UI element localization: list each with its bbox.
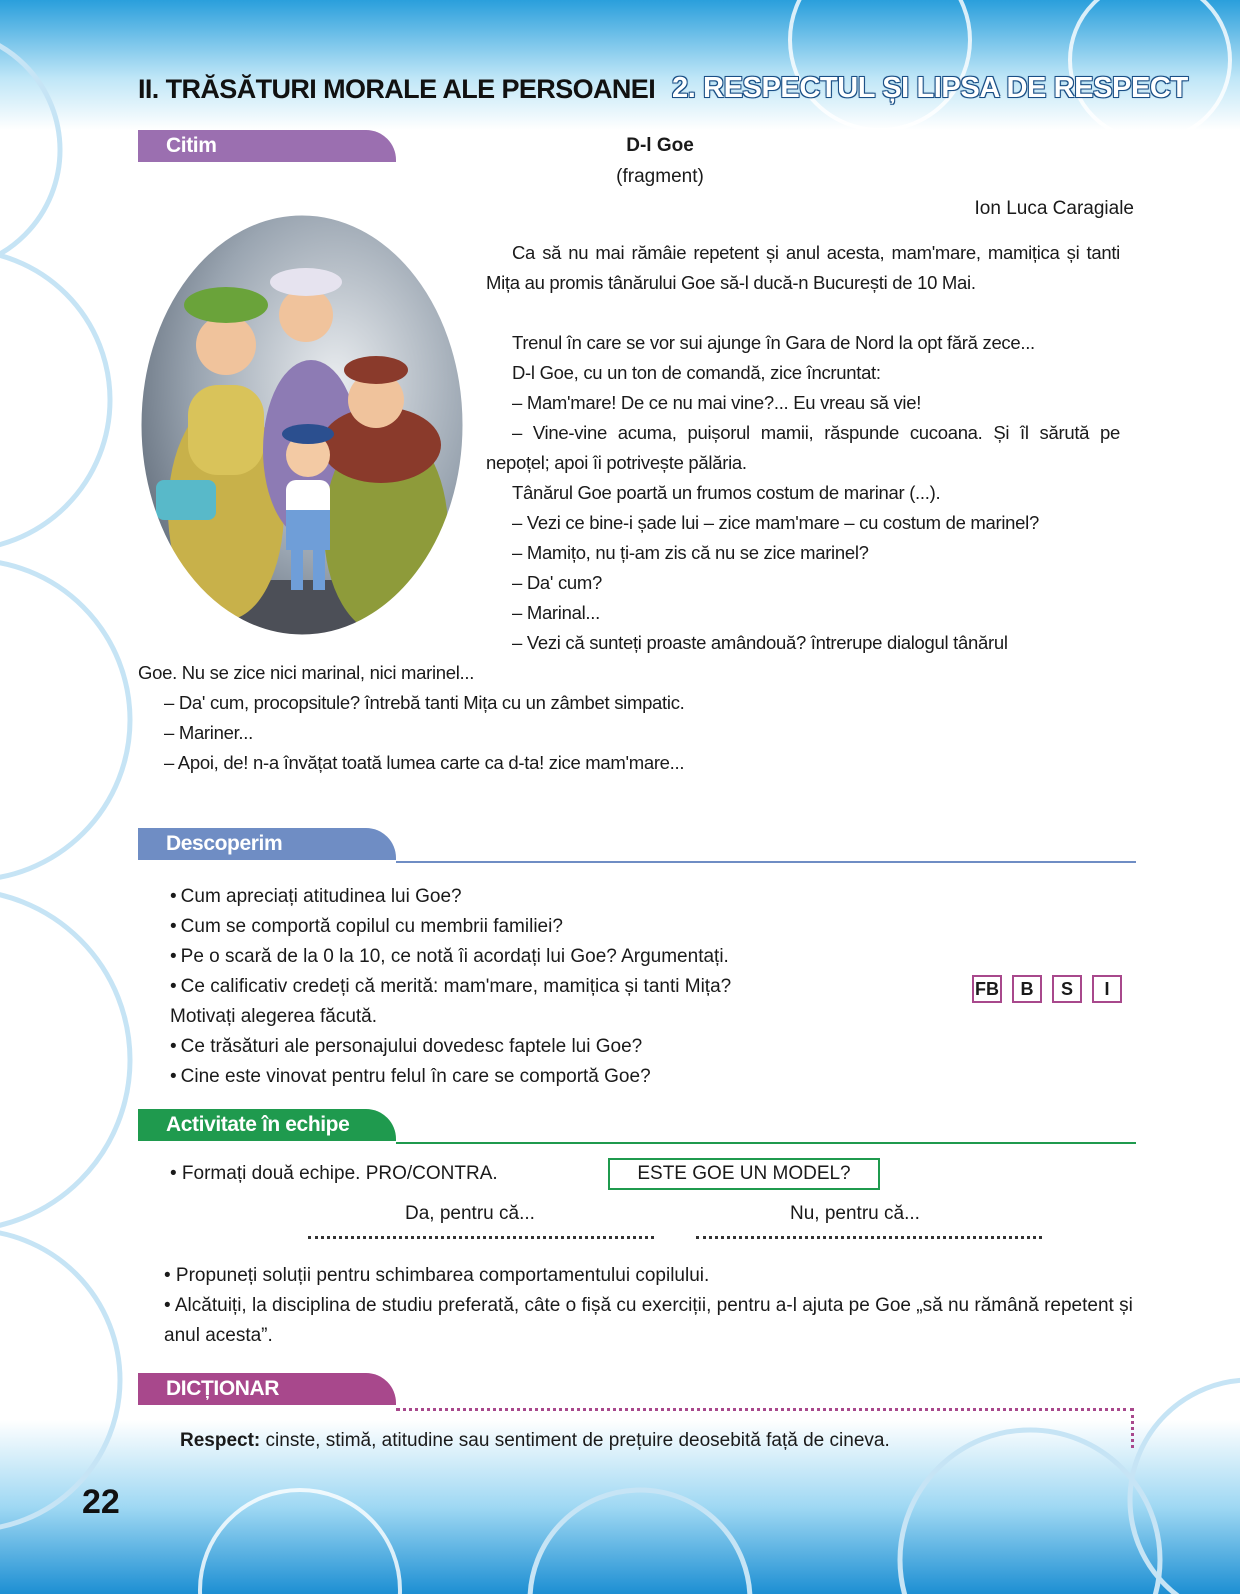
dictionary-entry: [180, 1426, 890, 1456]
section-rule: [396, 861, 1136, 863]
grade-box-s[interactable]: S: [1052, 975, 1082, 1003]
pro-label: Da, pentru că...: [405, 1203, 535, 1224]
story-line: – Vezi ce bine-i șade lui – zice mam'mare – cu costum de marinel?: [512, 512, 1039, 533]
section-rule: [396, 1142, 1136, 1144]
dictionary-definition: cinste, stimă, atitudine sau sentiment de prețuire deosebită față de cineva.: [260, 1430, 890, 1451]
question-item: • Cum se comportă copilul cu membrii familiei?: [170, 916, 563, 937]
pro-answer-line[interactable]: [308, 1228, 654, 1239]
bullet: •: [170, 916, 177, 937]
grade-box-fb[interactable]: FB: [972, 975, 1002, 1003]
text-subtitle: (fragment): [616, 166, 704, 187]
bullet: •: [170, 946, 177, 967]
section-tab-dictionar: DICȚIONAR: [138, 1373, 396, 1405]
grade-box-i[interactable]: I: [1092, 975, 1122, 1003]
story-line: – Da' cum?: [512, 572, 602, 593]
question-item: • Ce trăsături ale personajului dovedesc faptele lui Goe?: [170, 1036, 643, 1057]
goe-illustration: [136, 210, 468, 640]
task-item: • Alcătuiți, la disciplina de studiu preferată, câte o fișă cu exerciții, pentru a-l ajuta pe Goe „să nu rămână repetent și anul acesta”.: [164, 1295, 1133, 1346]
page-number: 22: [82, 1483, 120, 1521]
teams-instruction: • Formați două echipe. PRO/CONTRA.: [170, 1163, 498, 1184]
bullet: •: [170, 1066, 177, 1087]
debate-question-box: ESTE GOE UN MODEL?: [608, 1158, 880, 1190]
story-line: – Apoi, de! n-a învățat toată lumea carte ca d-ta! zice mam'mare...: [164, 752, 685, 773]
story-paragraph-2: – Vine-vine acuma, puișorul mamii, răspunde cucoana. Și îl sărută pe nepoțel; apoi îi potrivește pălăria.: [486, 422, 1120, 473]
question-item: • Ce calificativ credeți că merită: mam'mare, mamițica și tanti Mița?: [170, 976, 732, 997]
story-line: D-l Goe, cu un ton de comandă, zice încruntat:: [512, 362, 881, 383]
task-item: • Propuneți soluții pentru schimbarea comportamentului copilului.: [164, 1265, 710, 1286]
grade-box-b[interactable]: B: [1012, 975, 1042, 1003]
dictionary-border: [1131, 1408, 1134, 1448]
text-author: Ion Luca Caragiale: [974, 198, 1134, 219]
story-line: Tânărul Goe poartă un frumos costum de marinar (...).: [512, 482, 941, 503]
story-paragraph-1: Ca să nu mai rămâie repetent și anul acesta, mam'mare, mamițica și tanti Mița au promis tânărului Goe să-l ducă-n București de 10 Mai.: [486, 242, 1120, 293]
story-line: – Da' cum, procopsitule? întrebă tanti Mița cu un zâmbet simpatic.: [164, 692, 685, 713]
contra-label: Nu, pentru că...: [790, 1203, 920, 1224]
story-line: Trenul în care se vor sui ajunge în Gara de Nord la opt fără zece...: [512, 332, 1035, 353]
story-line: – Vezi că sunteți proaste amândouă? întrerupe dialogul tânărul: [512, 632, 1008, 653]
section-tab-descoperim: Descoperim: [138, 828, 396, 860]
section-tab-activitate: Activitate în echipe: [138, 1109, 396, 1141]
dictionary-border: [396, 1408, 1134, 1411]
lesson-title: 2. RESPECTUL ȘI LIPSA DE RESPECT: [672, 72, 1188, 104]
bullet: •: [170, 1036, 177, 1057]
question-continuation: Motivați alegerea făcută.: [170, 1006, 378, 1027]
chapter-title: II. TRĂSĂTURI MORALE ALE PERSOANEI: [138, 74, 656, 104]
dictionary-term: Respect:: [180, 1430, 261, 1451]
story-line: – Marinal...: [512, 602, 600, 623]
bullet: •: [170, 976, 177, 997]
section-tab-citim: Citim: [138, 130, 396, 162]
text-title: D-l Goe: [626, 135, 694, 156]
story-line: – Mam'mare! De ce nu mai vine?... Eu vreau să vie!: [512, 392, 922, 413]
question-item: • Pe o scară de la 0 la 10, ce notă îi acordați lui Goe? Argumentați.: [170, 946, 729, 967]
question-item: • Cine este vinovat pentru felul în care se comportă Goe?: [170, 1066, 651, 1087]
story-line: – Mariner...: [164, 722, 253, 743]
story-line: – Mamițo, nu ți-am zis că nu se zice marinel?: [512, 542, 869, 563]
story-line: Goe. Nu se zice nici marinal, nici marinel...: [138, 662, 475, 683]
contra-answer-line[interactable]: [696, 1228, 1042, 1239]
question-item: • Cum apreciați atitudinea lui Goe?: [170, 886, 462, 907]
bullet: •: [170, 886, 177, 907]
